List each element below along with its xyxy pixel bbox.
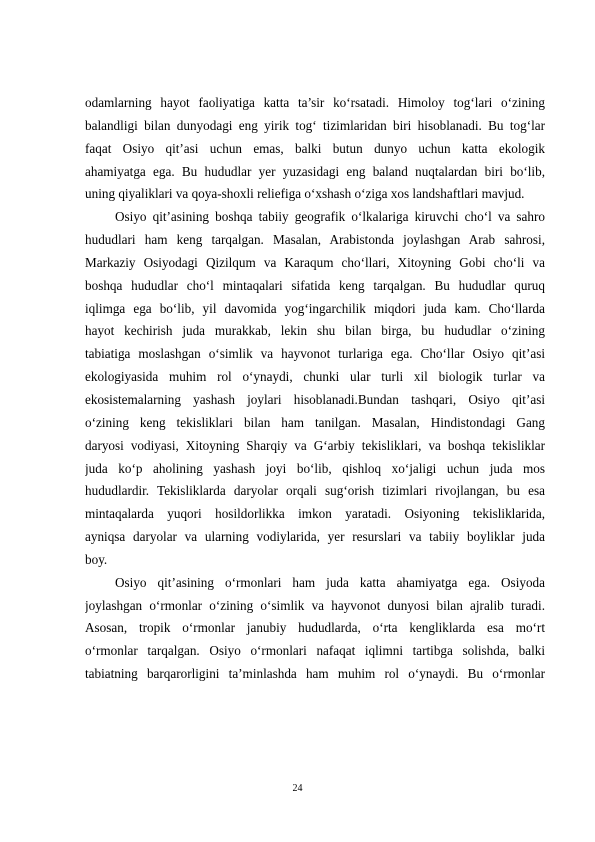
text-line: boshqa hududlar cho‘l mintaqalari sifatida keng tarqalgan. Bu hududlar quruq bbox=[85, 277, 545, 293]
text-line: tabiatning barqarorligini ta’minlashda ham muhim rol o‘ynaydi. Bu o‘rmonlar bbox=[85, 666, 545, 682]
text-line: tabiatiga moslashgan o‘simlik va hayvonot turlariga ega. Cho‘llar Osiyo qit’asi bbox=[85, 346, 545, 362]
paragraph bbox=[85, 572, 545, 686]
text-line: joylashgan o‘rmonlar o‘zining o‘simlik va hayvonot dunyosi bilan ajralib turadi. bbox=[85, 597, 545, 613]
text-line: ahamiyatga ega. Bu hududlar yer yuzasidagi eng baland nuqtalardan biri bo‘lib, bbox=[85, 163, 545, 179]
page-body bbox=[85, 92, 545, 686]
text-line: balandligi bilan dunyodagi eng yirik tog‘ tizimlaridan biri hisoblanadi. Bu tog‘lar bbox=[85, 117, 545, 133]
text-line: ekologiyasida muhim rol o‘ynaydi, chunki ular turli xil biologik turlar va bbox=[85, 369, 545, 385]
text-line: hayot kechirish juda murakkab, lekin shu bilan birga, bu hududlar o‘zining bbox=[85, 323, 545, 339]
text-line: juda ko‘p aholining yashash joyi bo‘lib, qishloq xo‘jaligi uchun juda mos bbox=[85, 460, 545, 476]
text-line: Markaziy Osiyodagi Qizilqum va Karaqum cho‘llari, Xitoyning Gobi cho‘li va bbox=[85, 254, 545, 270]
text-line: ekosistemalarning yashash joylari hisoblanadi.Bundan tashqari, Osiyo qit’asi bbox=[85, 391, 545, 407]
text-line: Osiyo qit’asining o‘rmonlari ham juda katta ahamiyatga ega. Osiyoda bbox=[115, 574, 545, 590]
text-line: hududlari ham keng tarqalgan. Masalan, Arabistonda joylashgan Arab sahrosi, bbox=[85, 232, 545, 248]
text-line: iqlimga ega bo‘lib, yil davomida yog‘ingarchilik miqdori juda kam. Cho‘llarda bbox=[85, 300, 545, 316]
text-line: boy. bbox=[85, 551, 108, 567]
text-line: daryosi vodiyasi, Xitoyning Sharqiy va G‘arbiy tekisliklari, va boshqa tekisliklar bbox=[85, 437, 545, 453]
text-line: Asosan, tropik o‘rmonlar janubiy hududlarda, o‘rta kengliklarda esa mo‘rt bbox=[85, 620, 545, 636]
text-line: faqat Osiyo qit’asi uchun emas, balki butun dunyo uchun katta ekologik bbox=[85, 140, 545, 156]
page-number: 24 bbox=[292, 783, 303, 794]
text-line: uning qiyaliklari va qoya-shoxli reliefiga o‘xshash o‘ziga xos landshaftlari mavjud. bbox=[85, 186, 525, 202]
paragraph bbox=[85, 92, 545, 206]
text-line: odamlarning hayot faoliyatiga katta ta’sir ko‘rsatadi. Himoloy tog‘lari o‘zining bbox=[85, 95, 545, 110]
paragraph bbox=[85, 206, 545, 572]
text-line: Osiyo qit’asining boshqa tabiiy geografik o‘lkalariga kiruvchi cho‘l va sahro bbox=[115, 209, 545, 225]
text-line: mintaqalarda yuqori hosildorlikka imkon yaratadi. Osiyoning tekisliklarida, bbox=[85, 506, 545, 522]
text-line: o‘zining keng tekisliklari bilan ham tanilgan. Masalan, Hindistondagi Gang bbox=[85, 414, 545, 430]
text-line: ayniqsa daryolar va ularning vodiylarida, yer resurslari va tabiiy boyliklar juda bbox=[85, 529, 545, 545]
text-line: hududlardir. Tekisliklarda daryolar orqali sug‘orish tizimlari rivojlangan, bu esa bbox=[85, 483, 545, 499]
text-line: o‘rmonlar tarqalgan. Osiyo o‘rmonlari nafaqat iqlimni tartibga solishda, balki bbox=[85, 643, 545, 659]
